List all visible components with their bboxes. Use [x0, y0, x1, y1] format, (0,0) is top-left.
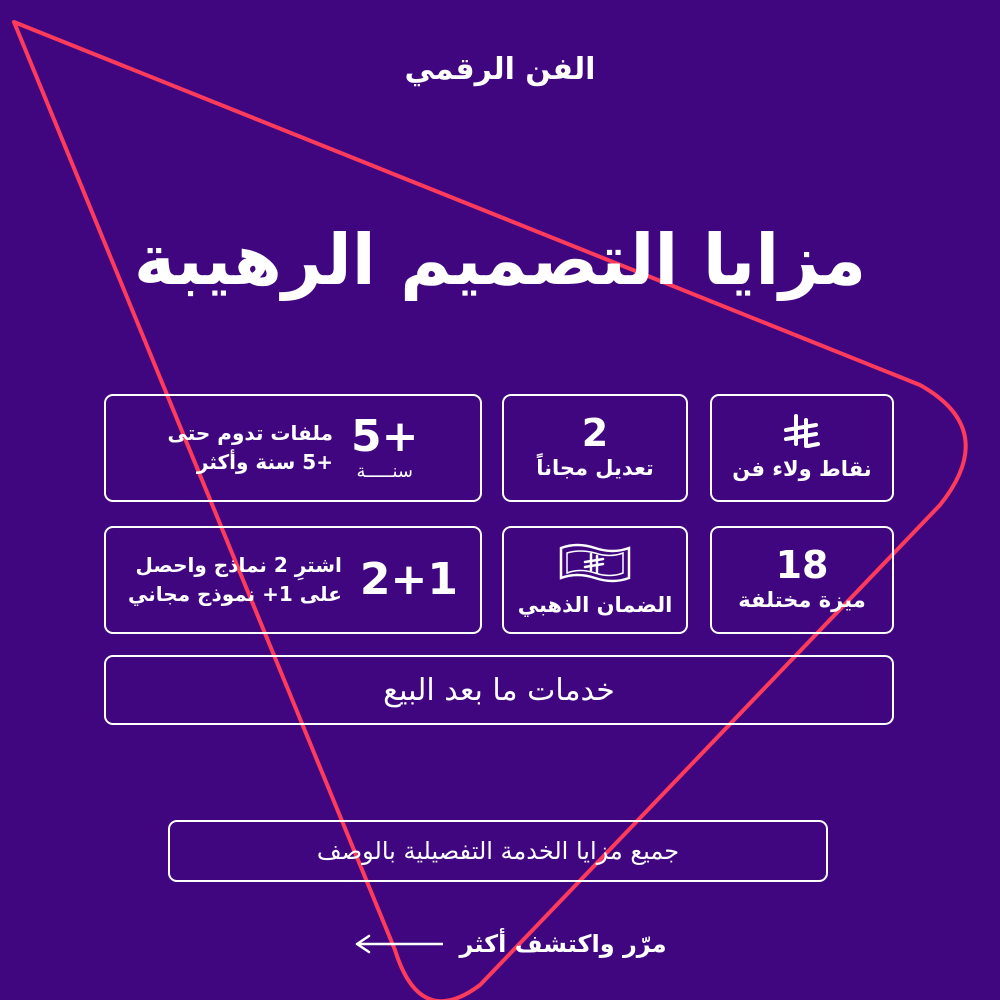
- banknote-icon: [555, 540, 635, 586]
- feature-count-label: ميزة مختلفة: [738, 588, 866, 613]
- feature-files-duration: [104, 394, 482, 502]
- feature-loyalty-label: نقاط ولاء فن: [732, 457, 872, 482]
- details-note-text: جميع مزايا الخدمة التفصيلية بالوصف: [316, 837, 680, 865]
- feature-free-edits: [502, 394, 688, 502]
- files-duration-number: [351, 413, 419, 483]
- offer-line2: على 1+ نموذج مجاني: [128, 582, 342, 606]
- riyal-icon: [782, 412, 822, 452]
- feature-count: [710, 526, 894, 634]
- feature-loyalty-points: [710, 394, 894, 502]
- guarantee-label: الضمان الذهبي: [517, 593, 673, 618]
- free-edits-label: تعديل مجاناً: [536, 456, 654, 481]
- page-title: مزايا التصميم الرهيبة: [133, 219, 867, 301]
- files-duration-line1: ملفات تدوم حتى: [167, 421, 333, 445]
- arrow-left-icon: [353, 934, 445, 954]
- feature-buy-offer: [104, 526, 482, 634]
- after-sales-text: خدمات ما بعد البيع: [383, 672, 615, 708]
- files-duration-text: [168, 419, 333, 477]
- offer-value: 2+1: [359, 553, 458, 605]
- after-sales-bar: [104, 655, 894, 725]
- files-duration-line2: +5 سنة وأكثر: [196, 450, 333, 474]
- feature-count-value: 18: [775, 543, 829, 588]
- feature-golden-guarantee: [502, 526, 688, 634]
- swipe-cta-text: مرّر واكتشف أكثر: [459, 930, 667, 958]
- files-duration-value: +5: [350, 411, 419, 462]
- swipe-cta[interactable]: [320, 924, 700, 964]
- free-edits-value: 2: [581, 411, 609, 456]
- details-note-box: [168, 820, 828, 882]
- brand-logo: الفن الرقمي: [404, 52, 596, 87]
- files-duration-unit: سنـــــة: [356, 461, 413, 483]
- offer-line1: اشترِ 2 نماذج واحصل: [135, 553, 342, 577]
- offer-text: [128, 551, 342, 609]
